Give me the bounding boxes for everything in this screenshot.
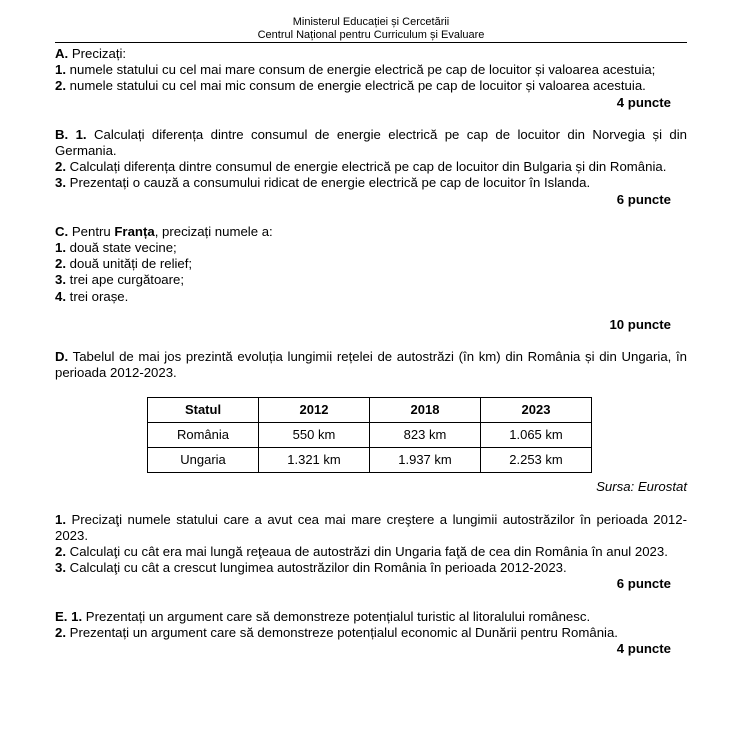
section-b-item-3: 3. Prezentați o cauză a consumului ridicat de energie electrică pe cap de locuitor în Islanda. xyxy=(55,175,591,191)
section-b-item-1: B. 1. Calculați diferența dintre consumul de energie electrică pe cap de locuitor din Norvegia și din Germania. xyxy=(55,126,687,159)
section-c-item-2: 2. două unități de relief; xyxy=(55,256,193,272)
table-cell: 2.253 km xyxy=(481,448,592,473)
section-a-points: 4 puncte xyxy=(616,94,671,110)
header-rule xyxy=(55,42,687,43)
table-cell: 1.065 km xyxy=(481,423,592,448)
section-a-item-2: 2. numele statului cu cel mai mic consum de energie electrică pe cap de locuitor și valoarea acestuia. xyxy=(55,78,646,94)
section-e-item-2: 2. Prezentați un argument care să demonstreze potențialul economic al Dunării pentru România. xyxy=(55,624,618,640)
ministry-name: Ministerul Educației și Cercetării xyxy=(292,16,450,28)
table-cell: 550 km xyxy=(259,423,370,448)
section-b xyxy=(55,127,687,208)
section-e-points: 4 puncte xyxy=(616,641,671,657)
section-c-item-1: 1. două state vecine; xyxy=(55,240,177,256)
section-c-country: Franța xyxy=(114,223,155,239)
section-d-points: 6 puncte xyxy=(616,576,671,592)
section-c-intro: C. Pentru Franța, precizați numele a: xyxy=(55,223,273,239)
section-a-letter: A. xyxy=(55,46,69,61)
document-header xyxy=(55,16,687,41)
table-source: Sursa: Eurostat xyxy=(596,479,687,495)
exam-page xyxy=(55,16,687,657)
table-row xyxy=(148,423,592,448)
section-b-points: 6 puncte xyxy=(616,191,671,207)
section-c-points: 10 puncte xyxy=(609,316,671,332)
section-a xyxy=(55,46,687,111)
table-cell: România xyxy=(148,423,259,448)
section-b-item-2: 2. Calculați diferența dintre consumul de energie electrică pe cap de locuitor din Bulgaria și din România. xyxy=(55,159,667,175)
section-d-intro: D. Tabelul de mai jos prezintă evoluția lungimii rețelei de autostrăzi (în km) din România și din Ungaria, în perioada 2012-2023. xyxy=(55,349,687,381)
section-d-item-1: 1. Precizaţi numele statului care a avut cea mai mare creştere a lungimii autostrăzilor în perioada 2012-2023. xyxy=(55,511,687,543)
section-d xyxy=(55,349,687,593)
section-d-item-2: 2. Calculaţi cu cât era mai lungă reţeaua de autostrăzi din Ungaria faţă de cea din România în anul 2023. xyxy=(55,544,668,560)
table-cell: 1.321 km xyxy=(259,448,370,473)
table-cell: Ungaria xyxy=(148,448,259,473)
center-name: Centrul Național pentru Curriculum și Evaluare xyxy=(257,28,485,41)
table-header-cell: Statul xyxy=(148,398,259,423)
table-header-cell: 2018 xyxy=(370,398,481,423)
table-cell: 1.937 km xyxy=(370,448,481,473)
section-e-item-1: E. 1. Prezentați un argument care să demonstreze potențialul turistic al litoralului românesc. xyxy=(55,608,591,624)
table-header-cell: 2012 xyxy=(259,398,370,423)
table-header-cell: 2023 xyxy=(481,398,592,423)
highway-table xyxy=(147,397,592,473)
section-e xyxy=(55,609,687,658)
section-d-item-3: 3. Calculaţi cu cât a crescut lungimea autostrăzilor din România în perioada 2012-2023. xyxy=(55,560,567,576)
section-c xyxy=(55,224,687,333)
table-row xyxy=(148,448,592,473)
section-c-item-3: 3. trei ape curgătoare; xyxy=(55,272,185,288)
section-c-item-4: 4. trei orașe. xyxy=(55,288,129,304)
section-a-item-1: 1. numele statului cu cel mai mare consum de energie electrică pe cap de locuitor și valoarea acestuia; xyxy=(55,62,656,78)
table-cell: 823 km xyxy=(370,423,481,448)
section-a-intro: A. Precizați: xyxy=(55,46,127,61)
table-header-row xyxy=(148,398,592,423)
